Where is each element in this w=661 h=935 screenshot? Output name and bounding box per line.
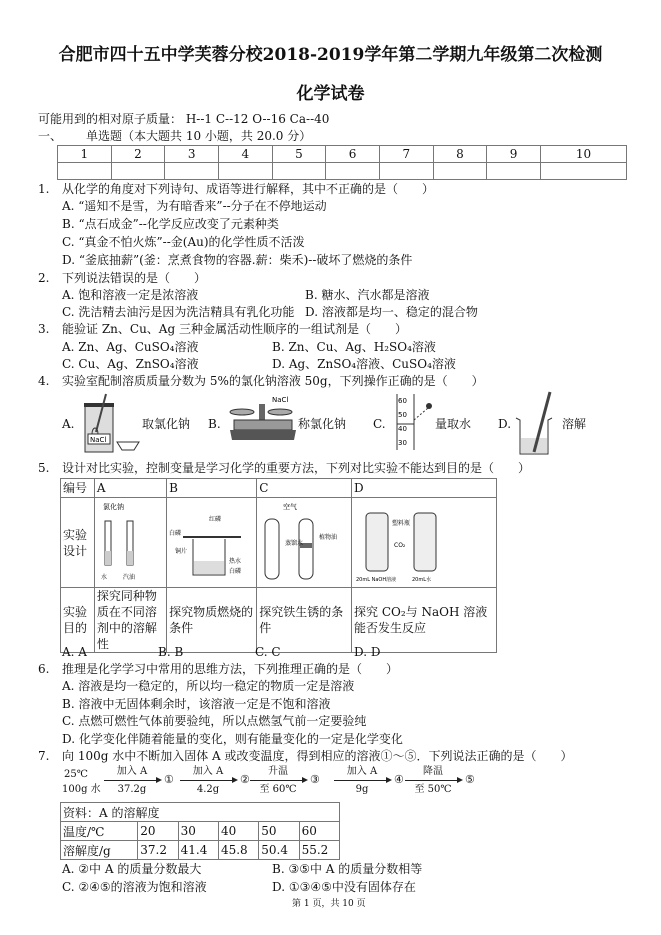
col-header: A (94, 479, 166, 498)
flow-solution-number: ① (164, 773, 174, 786)
answer-col-header: 2 (111, 146, 165, 163)
answer-col-header: 3 (165, 146, 219, 163)
fig-label: 蒸馏水 (285, 539, 304, 547)
flow-step-top: 加入 A (192, 766, 224, 777)
q6-option-c: C. 点燃可燃性气体前要验纯，所以点燃氢气前一定要验纯 (62, 714, 367, 728)
answer-col-header: 1 (58, 146, 112, 163)
question-1-stem: 从化学的角度对下列诗句、成语等进行解释，其中不正确的是（ ） (62, 182, 435, 196)
question-number: 3. (38, 322, 50, 336)
q4-option-b: 称氯化钠 (298, 417, 347, 431)
q6-option-b: B. 溶液中无固体剩余时，该溶液一定是不饱和溶液 (62, 697, 331, 711)
solubility-table (60, 802, 340, 860)
q2-option-c: C. 洗洁精去油污是因为洗洁精具有乳化功能 (62, 305, 295, 319)
exam-title: 合肥市四十五中学芙蓉分校2018-2019学年第二学期九年级第二次检测 (58, 45, 603, 65)
q5-option-d: D. D (354, 645, 381, 659)
answer-cell[interactable] (58, 163, 112, 180)
solubility-cell: 37.2 (138, 841, 178, 860)
section-heading: 单选题（本大题共 10 小题，共 20.0 分） (86, 129, 312, 143)
fig-label: 白磷 (169, 529, 182, 537)
flow-arrow (334, 780, 386, 781)
q1-option-d: D. “釜底抽薪”(釜：烹煮食物的容器.薪：柴禾)--破坏了燃烧的条件 (62, 253, 413, 267)
q2-option-d: D. 溶液都是均一、稳定的混合物 (305, 305, 478, 319)
q2-option-a: A. 饱和溶液一定是浓溶液 (62, 288, 199, 302)
q4-option-d-letter: D. (498, 417, 512, 431)
q4-option-c: 量取水 (435, 417, 472, 431)
balance-figure (228, 394, 298, 446)
question-2-stem: 下列说法错误的是（ ） (62, 271, 207, 285)
fig-label: 汽油 (122, 573, 135, 581)
page-footer: 第 1 页，共 10 页 (292, 899, 366, 909)
q1-option-a: A. “遥知不是雪，为有暗香来”--分子在不停地运动 (62, 199, 327, 213)
q7-option-a: A. ②中 A 的质量分数最大 (62, 862, 202, 876)
q3-option-b: B. Zn、Cu、Ag、H₂SO₄溶液 (272, 340, 436, 354)
q2-option-b: B. 糖水、汽水都是溶液 (305, 288, 430, 302)
question-5-stem: 设计对比实验，控制变量是学习化学的重要方法，下列对比实验不能达到目的是（ ） (62, 461, 531, 475)
question-number: 4. (38, 374, 50, 388)
scale-tick: 40 (398, 425, 407, 433)
flow-solution-number: ④ (394, 773, 404, 786)
flow-step-top: 加入 A (346, 766, 378, 777)
flow-solution-number: ⑤ (465, 773, 475, 786)
row-label: 溶解度/g (61, 841, 138, 860)
temperature-cell: 30 (178, 822, 218, 841)
q3-option-d: D. Ag、ZnSO₄溶液、CuSO₄溶液 (272, 357, 456, 371)
flow-step-bottom: 4.2g (196, 784, 220, 795)
fig-label: 水 (100, 573, 107, 581)
fig-label: 氯化钠 (102, 502, 124, 511)
q1-option-b: B. “点石成金”--化学反应改变了元素种类 (62, 217, 279, 231)
q4-option-d: 溶解 (562, 417, 587, 431)
flow-step-bottom: 至 60℃ (259, 784, 297, 795)
answer-table (57, 145, 627, 180)
flow-arrow (180, 780, 232, 781)
flow-step-bottom: 37.2g (117, 784, 147, 795)
fig-label: 热水 (229, 557, 242, 565)
col-header: C (257, 479, 352, 498)
row-label: 温度/℃ (61, 822, 138, 841)
fig-label: 红磷 (209, 515, 222, 523)
q3-option-c: C. Cu、Ag、ZnSO₄溶液 (62, 357, 199, 371)
flow-solution-number: ② (240, 773, 250, 786)
question-3-stem: 能验证 Zn、Cu、Ag 三种金属活动性顺序的一组试剂是（ ） (62, 322, 407, 336)
q4-option-a: 取氯化钠 (142, 417, 191, 431)
fig-label: 白磷 (229, 567, 242, 575)
temperature-cell: 50 (259, 822, 299, 841)
row-label: 实验目的 (61, 588, 95, 653)
question-4-stem: 实验室配制溶质质量分数为 5%的氯化钠溶液 50g，下列操作正确的是（ ） (62, 374, 484, 388)
q1-option-c: C. “真金不怕火炼”--金(Au)的化学性质不活泼 (62, 235, 305, 249)
section-number: 一、 (38, 129, 63, 143)
question-number: 6. (38, 662, 50, 676)
col-header: D (352, 479, 497, 498)
answer-cell[interactable] (326, 163, 380, 180)
solubility-cell: 41.4 (178, 841, 218, 860)
atomic-masses: 可能用到的相对原子质量： H--1 C--12 O--16 Ca--40 (38, 112, 330, 126)
solubility-cell: 55.2 (299, 841, 339, 860)
answer-cell[interactable] (379, 163, 433, 180)
row-label: 实验设计 (61, 498, 95, 588)
flow-arrow (250, 780, 302, 781)
temperature-cell: 40 (218, 822, 258, 841)
answer-cell[interactable] (433, 163, 487, 180)
nacl-label: NaCl (90, 436, 107, 444)
temperature-cell: 20 (138, 822, 178, 841)
q7-option-d: D. ①③④⑤中没有固体存在 (272, 880, 416, 894)
answer-col-header: 6 (326, 146, 380, 163)
q4-option-b-letter: B. (208, 417, 221, 431)
fig-label: 塑料瓶 (392, 519, 411, 527)
flow-step-top: 升温 (268, 766, 288, 777)
fig-label: CO₂ (394, 541, 406, 549)
answer-cell[interactable] (272, 163, 326, 180)
purpose-cell: 探究物质燃烧的条件 (167, 588, 257, 653)
answer-cell[interactable] (165, 163, 219, 180)
q5-option-a: A. A (62, 645, 87, 659)
fig-label: 20mL水 (412, 576, 432, 583)
design-d-figure (352, 498, 497, 588)
design-c-figure (257, 498, 352, 588)
q7-option-c: C. ②④⑤的溶液为饱和溶液 (62, 880, 207, 894)
question-number: 2. (38, 271, 50, 285)
beaker-figure (514, 390, 562, 456)
solubility-cell: 50.4 (259, 841, 299, 860)
question-number: 1. (38, 182, 50, 196)
answer-cell[interactable] (111, 163, 165, 180)
q7-option-b: B. ③⑤中 A 的质量分数相等 (272, 862, 423, 876)
fig-label: 20mL NaOH溶液 (356, 576, 397, 583)
answer-col-header: 4 (218, 146, 272, 163)
reagent-bottle-figure (84, 392, 144, 454)
answer-cell[interactable] (540, 163, 626, 180)
answer-col-header: 7 (379, 146, 433, 163)
flow-step-top: 降温 (423, 766, 443, 777)
answer-col-header: 10 (540, 146, 626, 163)
fig-label: 铜片 (175, 547, 188, 555)
answer-col-header: 9 (487, 146, 541, 163)
purpose-cell: 探究铁生锈的条件 (257, 588, 352, 653)
q5-option-b: B. B (158, 645, 184, 659)
graduated-cylinder-figure (394, 394, 434, 452)
answer-cell[interactable] (218, 163, 272, 180)
scale-tick: 30 (398, 439, 407, 447)
row-label: 编号 (61, 479, 95, 498)
question-6-stem: 推理是化学学习中常用的思维方法，下列推理正确的是（ ） (62, 662, 399, 676)
experiment-table (60, 478, 497, 653)
nacl-label: NaCl (272, 396, 289, 404)
flow-arrow (104, 780, 156, 781)
answer-col-header: 8 (433, 146, 487, 163)
question-7-stem: 向 100g 水中不断加入固体 A 或改变温度，得到相应的溶液①～⑤．下列说法正确的是（ ） (62, 749, 573, 763)
q4-option-c-letter: C. (373, 417, 386, 431)
flow-step-bottom: 9g (355, 784, 369, 795)
fig-label: 空气 (283, 502, 298, 511)
flow-step-bottom: 至 50℃ (414, 784, 452, 795)
table-caption: 资料：A 的溶解度 (61, 803, 340, 822)
question-number: 7. (38, 749, 50, 763)
temperature-cell: 60 (299, 822, 339, 841)
answer-col-header: 5 (272, 146, 326, 163)
q6-option-d: D. 化学变化伴随着能量的变化，则有能量变化的一定是化学变化 (62, 732, 403, 746)
design-a-figure (94, 498, 166, 588)
flow-solution-number: ③ (310, 773, 320, 786)
flow-start-water: 100g 水 (62, 784, 101, 795)
purpose-cell: 探究 CO₂与 NaOH 溶液能否发生反应 (352, 588, 497, 653)
flow-arrow (405, 780, 457, 781)
flow-step-top: 加入 A (116, 766, 148, 777)
col-header: B (167, 479, 257, 498)
question-number: 5. (38, 461, 50, 475)
q6-option-a: A. 溶液是均一稳定的，所以均一稳定的物质一定是溶液 (62, 679, 355, 693)
q3-option-a: A. Zn、Ag、CuSO₄溶液 (62, 340, 199, 354)
q4-option-a-letter: A. (62, 417, 75, 431)
scale-tick: 50 (398, 411, 407, 419)
scale-tick: 60 (398, 397, 407, 405)
fig-label: 植物油 (319, 533, 338, 541)
exam-subtitle: 化学试卷 (296, 84, 365, 104)
answer-cell[interactable] (487, 163, 541, 180)
purpose-cell: 探究同种物质在不同溶剂中的溶解性 (94, 588, 166, 653)
q5-option-c: C. C (255, 645, 281, 659)
solubility-cell: 45.8 (218, 841, 258, 860)
flow-start-temp: 25℃ (64, 769, 88, 780)
design-b-figure (167, 498, 257, 588)
